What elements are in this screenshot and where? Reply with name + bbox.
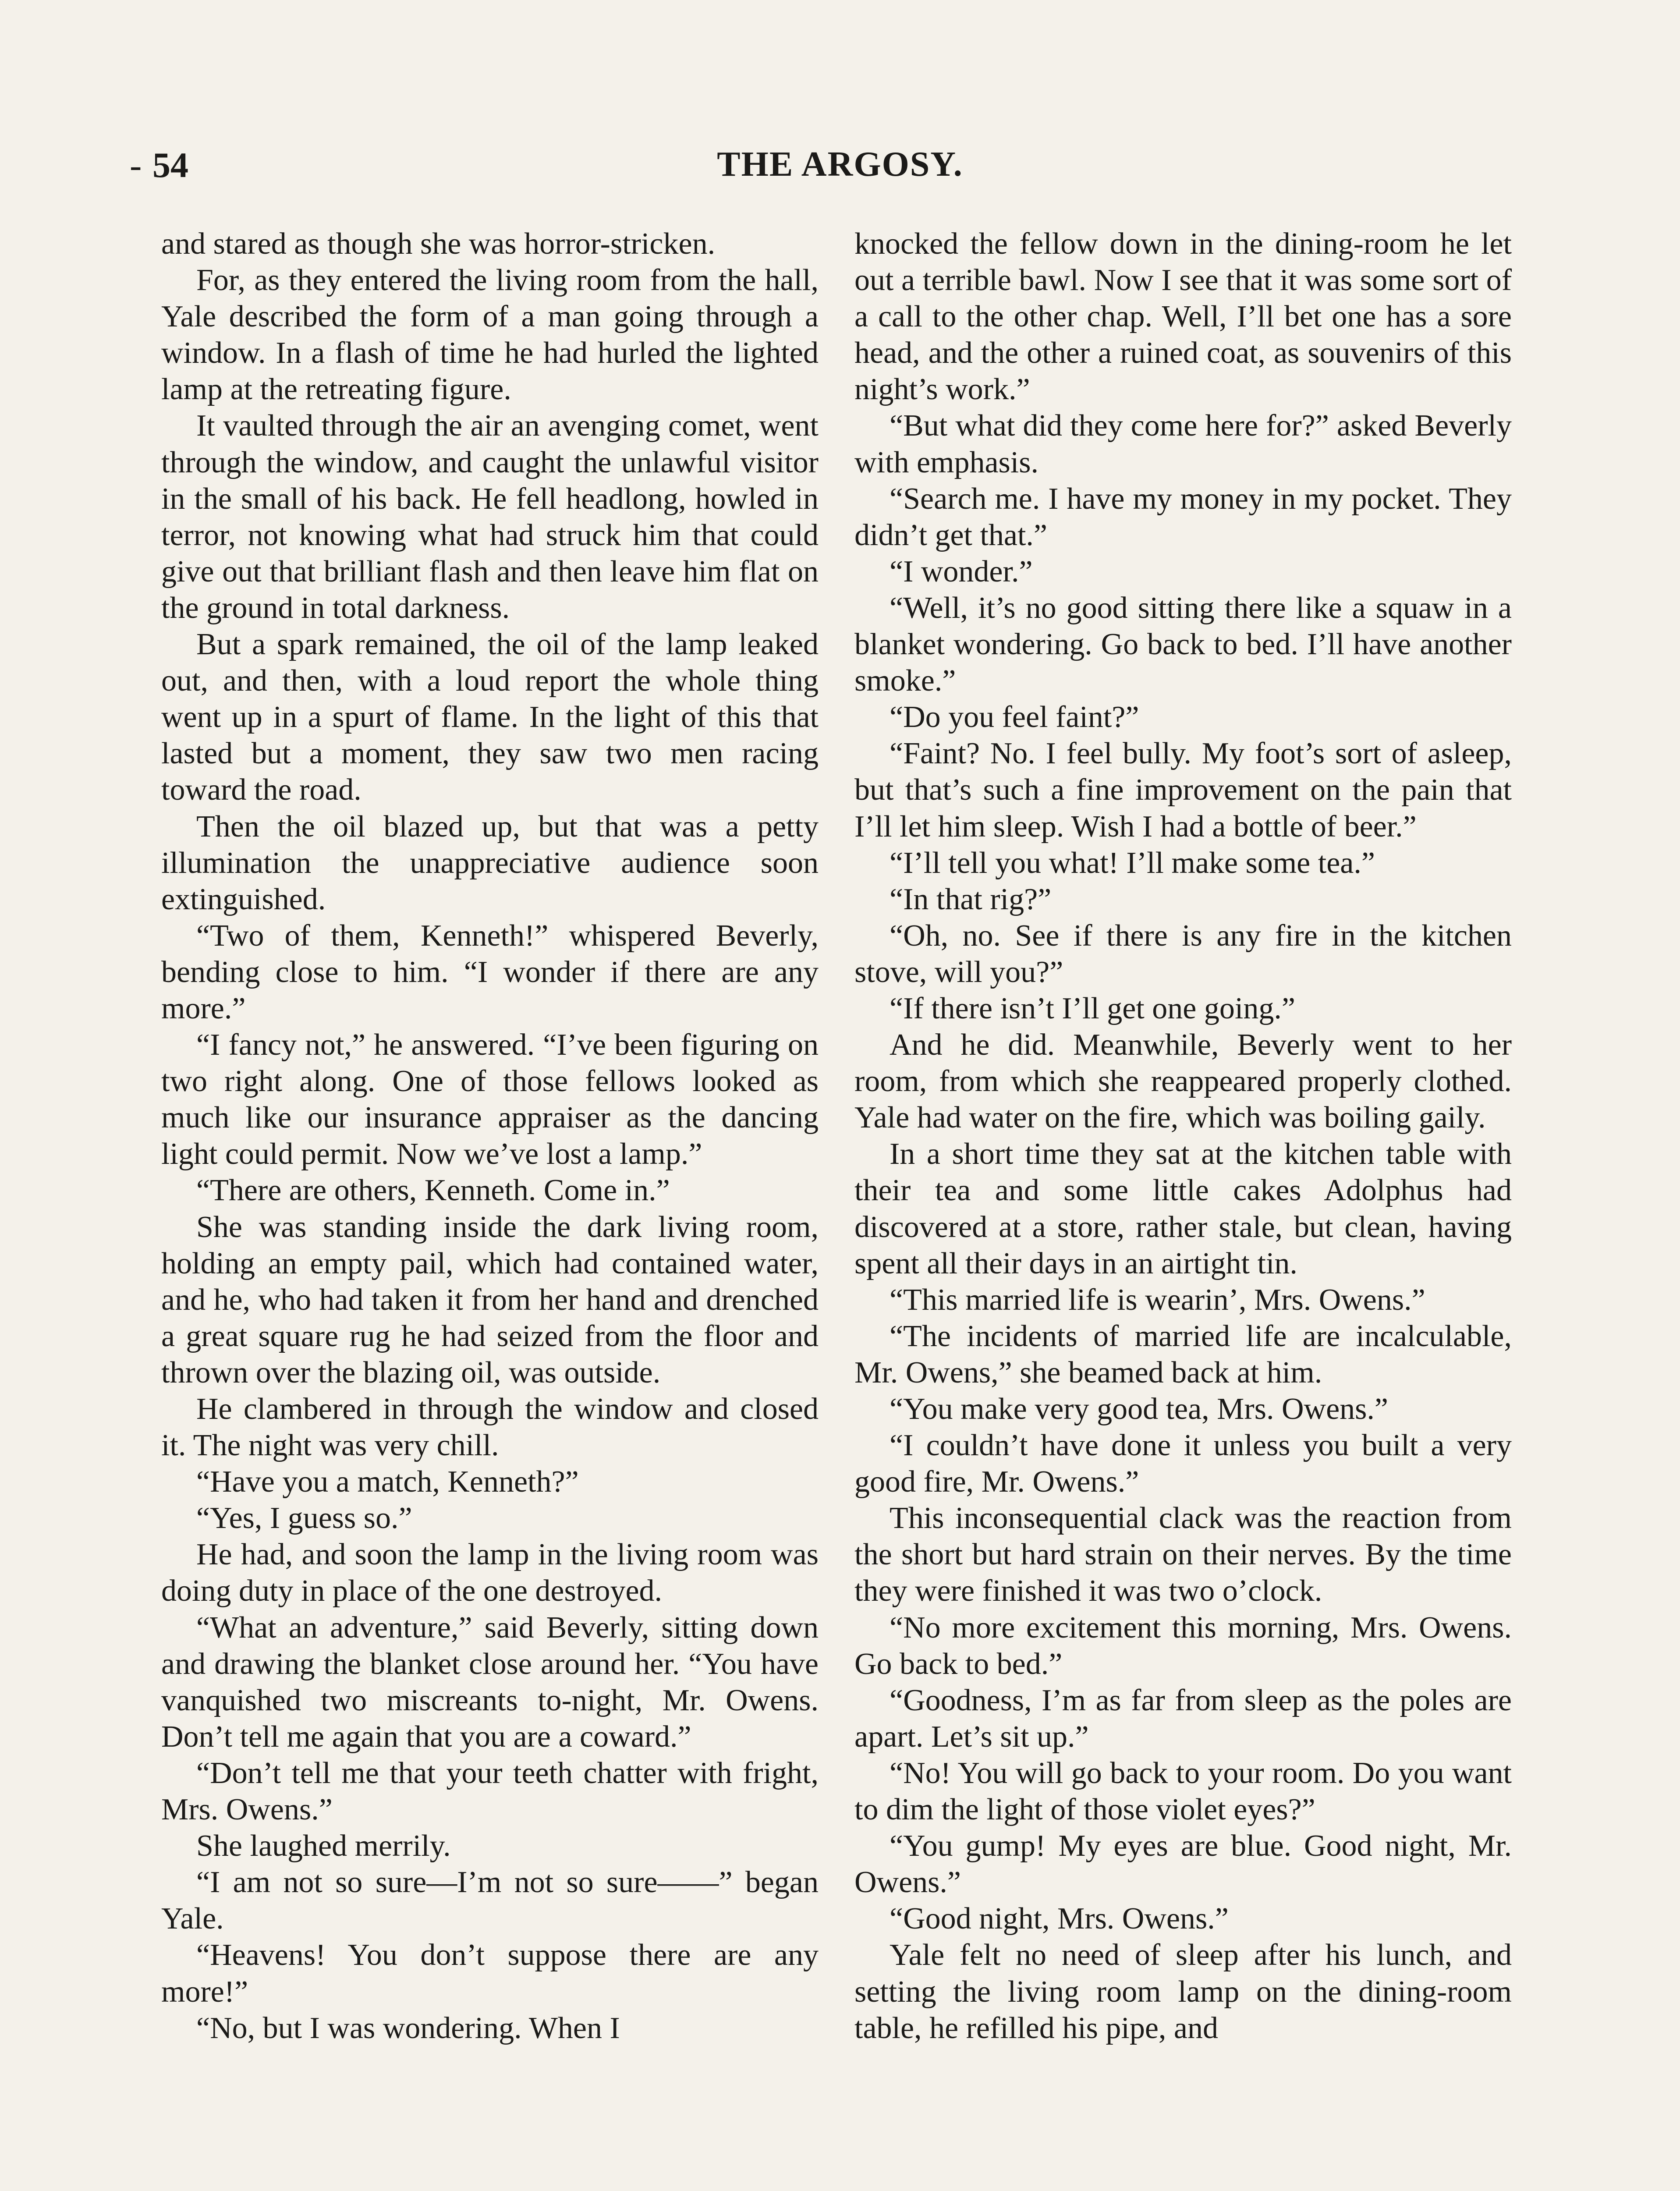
paragraph: “I am not so sure—I’m not so sure——” began Yale. xyxy=(161,1865,819,1936)
paragraph: “Do you feel faint?” xyxy=(890,700,1139,734)
page-number: - 54 xyxy=(152,145,188,186)
page-header xyxy=(131,145,1549,210)
paragraph: “Heavens! You don’t suppose there are any more!” xyxy=(161,1938,819,2009)
paragraph: “Oh, no. See if there is any fire in the kitchen stove, will you?” xyxy=(854,918,1512,989)
running-title: THE ARGOSY. xyxy=(717,145,963,184)
paragraph: “No more excitement this morning, Mrs. Owens. Go back to bed.” xyxy=(854,1610,1512,1681)
paragraph: She laughed merrily. xyxy=(196,1829,451,1863)
paragraph: For, as they entered the living room from the hall, Yale described the form of a man going through a window. In a flash of time he had hurled the lighted lamp at the retreating figure. xyxy=(161,263,819,407)
paragraph: “What an adventure,” said Beverly, sitting down and drawing the blanket close around her. “You have vanquished two miscreants to-night, Mr. Owens. Don’t tell me again that you are a coward.” xyxy=(161,1610,819,1754)
paragraph: “No, but I was wondering. When I xyxy=(196,2011,620,2045)
paragraph: And he did. Meanwhile, Beverly went to her room, from which she reappeared properly clothed. Yale had water on the fire, which was boiling gaily. xyxy=(854,1028,1512,1135)
paragraph: “Good night, Mrs. Owens.” xyxy=(890,1902,1229,1936)
paragraph: “This married life is wearin’, Mrs. Owens.” xyxy=(890,1283,1425,1317)
paragraph: “Yes, I guess so.” xyxy=(196,1501,412,1535)
paragraph: She was standing inside the dark living room, holding an empty pail, which had contained water, and he, who had taken it from her hand and drenched a great square rug he had seized from the floor and thrown over the blazing oil, was outside. xyxy=(161,1210,819,1390)
paragraph: “In that rig?” xyxy=(890,882,1052,916)
paragraph: He had, and soon the lamp in the living room was doing duty in place of the one destroyed. xyxy=(161,1538,819,1608)
paragraph: “Two of them, Kenneth!” whispered Beverly, bending close to him. “I wonder if there are any more.” xyxy=(161,918,819,1025)
right-column xyxy=(854,226,1512,2046)
paragraph: “Don’t tell me that your teeth chatter with fright, Mrs. Owens.” xyxy=(161,1756,819,1827)
paragraph: “You gump! My eyes are blue. Good night, Mr. Owens.” xyxy=(854,1829,1512,1900)
paragraph: and stared as though she was horror-stricken. xyxy=(161,227,716,261)
paragraph: He clambered in through the window and closed it. The night was very chill. xyxy=(161,1392,819,1463)
paragraph: But a spark remained, the oil of the lamp leaked out, and then, with a loud report the whole thing went up in a spurt of flame. In the light of this that lasted but a moment, they saw two men racing toward the road. xyxy=(161,628,819,807)
paragraph: “But what did they come here for?” asked Beverly with emphasis. xyxy=(854,409,1512,479)
paragraph: “The incidents of married life are incalculable, Mr. Owens,” she beamed back at him. xyxy=(854,1319,1512,1390)
paragraph: “No! You will go back to your room. Do you want to dim the light of those violet eyes?” xyxy=(854,1756,1512,1827)
paragraph: Then the oil blazed up, but that was a petty illumination the unappreciative audience soon extinguished. xyxy=(161,809,819,916)
paragraph: “Goodness, I’m as far from sleep as the poles are apart. Let’s sit up.” xyxy=(854,1683,1512,1754)
paragraph: It vaulted through the air an avenging comet, went through the window, and caught the unlawful visitor in the small of his back. He fell headlong, howled in terror, not knowing what had struck him that could give out that brilliant flash and then leave him flat on the ground in total darkness. xyxy=(161,409,819,625)
paragraph: In a short time they sat at the kitchen table with their tea and some little cakes Adolphus had discovered at a store, rather stale, but clean, having spent all their days in an airtight tin. xyxy=(854,1137,1512,1280)
paragraph: “Faint? No. I feel bully. My foot’s sort of asleep, but that’s such a fine improvement on the pain that I’ll let him sleep. Wish I had a bottle of beer.” xyxy=(854,737,1512,844)
paragraph: “I fancy not,” he answered. “I’ve been figuring on two right along. One of those fellows looked as much like our insurance appraiser as the dancing light could permit. Now we’ve lost a lamp.” xyxy=(161,1028,819,1171)
left-column xyxy=(161,226,819,2046)
paragraph: “There are others, Kenneth. Come in.” xyxy=(196,1173,670,1208)
paragraph: “I wonder.” xyxy=(890,554,1033,589)
paragraph: “If there isn’t I’ll get one going.” xyxy=(890,991,1295,1025)
paragraph: “Have you a match, Kenneth?” xyxy=(196,1465,579,1499)
paragraph: “Well, it’s no good sitting there like a squaw in a blanket wondering. Go back to bed. I’ll have another smoke.” xyxy=(854,591,1512,698)
paragraph: “I’ll tell you what! I’ll make some tea.” xyxy=(890,846,1375,880)
paragraph: “I couldn’t have done it unless you built a very good fire, Mr. Owens.” xyxy=(854,1429,1512,1499)
paragraph: This inconsequential clack was the reaction from the short but hard strain on their nerves. By the time they were finished it was two o’clock. xyxy=(854,1501,1512,1608)
paragraph: “Search me. I have my money in my pocket. They didn’t get that.” xyxy=(854,482,1512,552)
paragraph: knocked the fellow down in the dining-room he let out a terrible bawl. Now I see that it was some sort of a call to the other chap. Well, I’ll bet one has a sore head, and the other a ruined coat, as souvenirs of this night’s work.” xyxy=(854,227,1512,407)
paragraph: Yale felt no need of sleep after his lunch, and setting the living room lamp on the dining-room table, he refilled his pipe, and xyxy=(854,1938,1512,2045)
paragraph: “You make very good tea, Mrs. Owens.” xyxy=(890,1392,1388,1426)
